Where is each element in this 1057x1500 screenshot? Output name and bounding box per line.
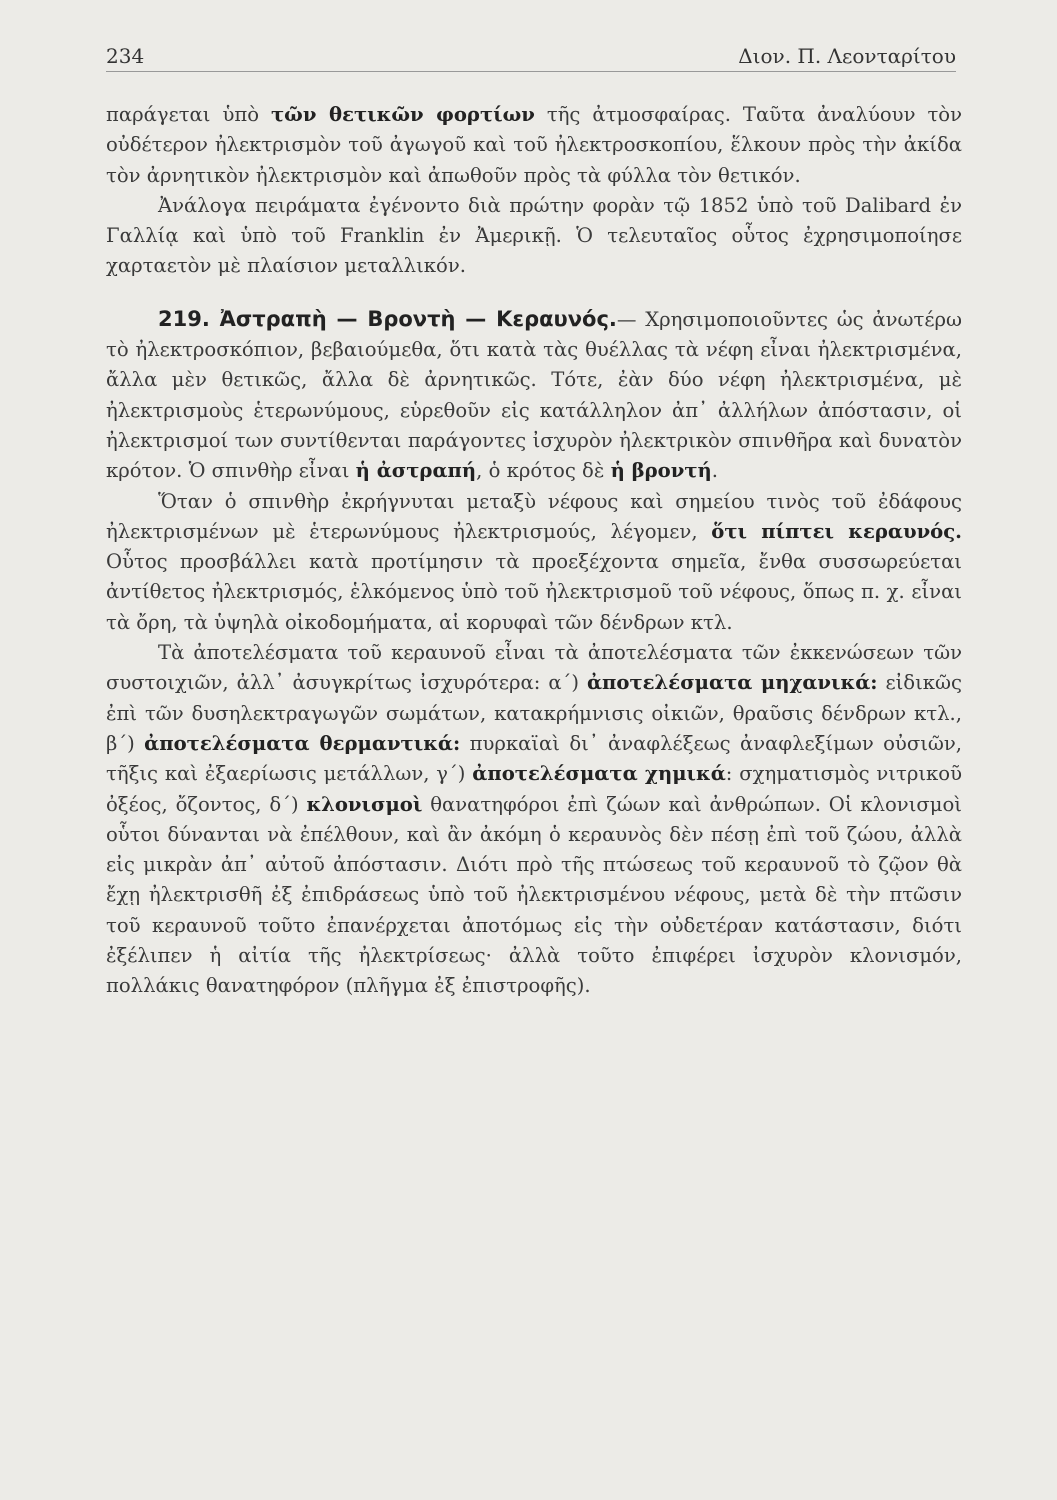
body-text <box>106 100 962 1002</box>
paragraph-4: Ὅταν ὁ σπινθὴρ ἐκρήγνυται μεταξὺ νέφους καὶ σημείου τινὸς τοῦ ἐδάφους ἠλεκτρισμένων μὲ ἑτερωνύμους ἠλεκτρισμούς, λέγομεν, ὅτι πίπτει κεραυνός. Οὗτος προσβάλλει κατὰ προτίμησιν τὰ προεξέχοντα σημεῖα, ἔνθα συσσωρεύεται ἀντίθετος ἠλεκτρισμός, ἑλκόμενος ὑπὸ τοῦ ἠλεκτρισμοῦ τοῦ νέφους, ὅπως π. χ. εἶναι τὰ ὄρη, τὰ ὑψηλὰ οἰκοδομήματα, αἱ κορυφαὶ τῶν δένδρων κτλ. <box>106 489 963 634</box>
bold-term: ἀποτελέσματα θερμαντικά: <box>144 731 461 755</box>
page-number: 234 <box>106 44 145 68</box>
section-gap <box>106 282 962 304</box>
bold-term: ὅτι πίπτει κεραυνός. <box>711 519 963 543</box>
paragraph-3: 219. Ἀστραπὴ — Βροντὴ — Κεραυνός.— Χρησιμοποιοῦντες ὡς ἀνωτέρω τὸ ἠλεκτροσκόπιον, βεβαιούμεθα, ὅτι κατὰ τὰς θυέλλας τὰ νέφη εἶναι ἠλεκτρισμένα, ἄλλα μὲν θετικῶς, ἄλλα δὲ ἀρνητικῶς. Τότε, ἐὰν δύο νέφη ἠλεκτρισμένα, μὲ ἠλεκτρισμοὺς ἑτερωνύμους, εὑρεθοῦν εἰς κατάλληλον ἀπ᾽ ἀλλήλων ἀπόστασιν, οἱ ἠλεκτρισμοί των συντίθενται παράγοντες ἰσχυρὸν ἠλεκτρικὸν σπινθῆρα καὶ δυνατὸν κρότον. Ὁ σπινθὴρ εἶναι ἡ ἀστραπή, ὁ κρότος δὲ ἡ βροντή. <box>106 306 962 483</box>
bold-term: τῶν θετικῶν φορτίων <box>271 103 535 126</box>
page-header <box>106 44 956 76</box>
bold-term: κλονισμοὶ <box>306 792 423 816</box>
running-title: Διον. Π. Λεονταρίτου <box>738 44 956 68</box>
bold-term: ἀποτελέσματα χημικά <box>472 762 726 786</box>
bold-term: ἀποτελέσματα μηχανικά: <box>586 671 878 695</box>
paragraph-5: Τὰ ἀποτελέσματα τοῦ κεραυνοῦ εἶναι τὰ ἀποτελέσματα τῶν ἐκκενώσεων τῶν συστοιχιῶν, ἀλλ᾽ ἀσυγκρίτως ἰσχυρότερα: α΄) ἀποτελέσματα μηχανικά: εἰδικῶς ἐπὶ τῶν δυσηλεκτραγωγῶν σωμάτων, κατακρήμνισις οἰκιῶν, θραῦσις δένδρων κτλ., β΄) ἀποτελέσματα θερμαντικά: πυρκαϊαὶ δι᾽ ἀναφλέξεως ἀναφλεξίμων οὐσιῶν, τῆξις καὶ ἐξαερίωσις μετάλλων, γ΄) ἀποτελέσματα χημικά: σχηματισμὸς νιτρικοῦ ὀξέος, ὄζοντος, δ΄) κλονισμοὶ θανατηφόροι ἐπὶ ζώων καὶ ἀνθρώπων. Οἱ κλονισμοὶ οὗτοι δύνανται νὰ ἐπέλθουν, καὶ ἂν ἀκόμη ὁ κεραυνὸς δὲν πέσῃ ἐπὶ τοῦ ζώου, ἀλλὰ εἰς μικρὰν ἀπ᾽ αὐτοῦ ἀπόστασιν. Διότι πρὸ τῆς πτώσεως τοῦ κεραυνοῦ τὸ ζῷον θὰ ἔχῃ ἠλεκτρισθῆ ἐξ ἐπιδράσεως ὑπὸ τοῦ ἠλεκτρισμένου νέφους, μετὰ δὲ τὴν πτῶσιν τοῦ κεραυνοῦ τοῦτο ἐπανέρχεται ἀποτόμως εἰς τὴν οὐδετέραν κατάστασιν, διότι ἐξέλιπεν ἡ αἰτία τῆς ἠλεκτρίσεως· ἀλλὰ τοῦτο ἐπιφέρει ἰσχυρὸν κλονισμόν, πολλάκις θανατηφόρον (πλῆγμα ἐξ ἐπιστροφῆς). <box>106 641 963 998</box>
section-heading: 219. Ἀστραπὴ — Βροντὴ — Κεραυνός. <box>158 306 617 331</box>
paragraph-2: Ἀνάλογα πειράματα ἐγένοντο διὰ πρώτην φορὰν τῷ 1852 ὑπὸ τοῦ Dalibard ἐν Γαλλίᾳ καὶ ὑπὸ τοῦ Franklin ἐν Ἀμερικῇ. Ὁ τελευταῖος οὗτος ἐχρησιμοποίησε χαρταετὸν μὲ πλαίσιον μεταλλικόν. <box>106 193 962 278</box>
bold-term: ἡ ἀστραπή <box>355 459 477 483</box>
header-rule <box>106 71 956 72</box>
paragraph-1: παράγεται ὑπὸ τῶν θετικῶν φορτίων τῆς ἀτμοσφαίρας. Ταῦτα ἀναλύουν τὸν οὐδέτερον ἠλεκτρισμὸν τοῦ ἀγωγοῦ καὶ τοῦ ἠλεκτροσκοπίου, ἕλκουν πρὸς τὴν ἀκίδα τὸν ἀρνητικὸν ἠλεκτρισμὸν καὶ ἀπωθοῦν πρὸς τὰ φύλλα τὸν θετικόν. <box>106 103 962 187</box>
bold-term: ἡ βροντή <box>610 459 712 483</box>
